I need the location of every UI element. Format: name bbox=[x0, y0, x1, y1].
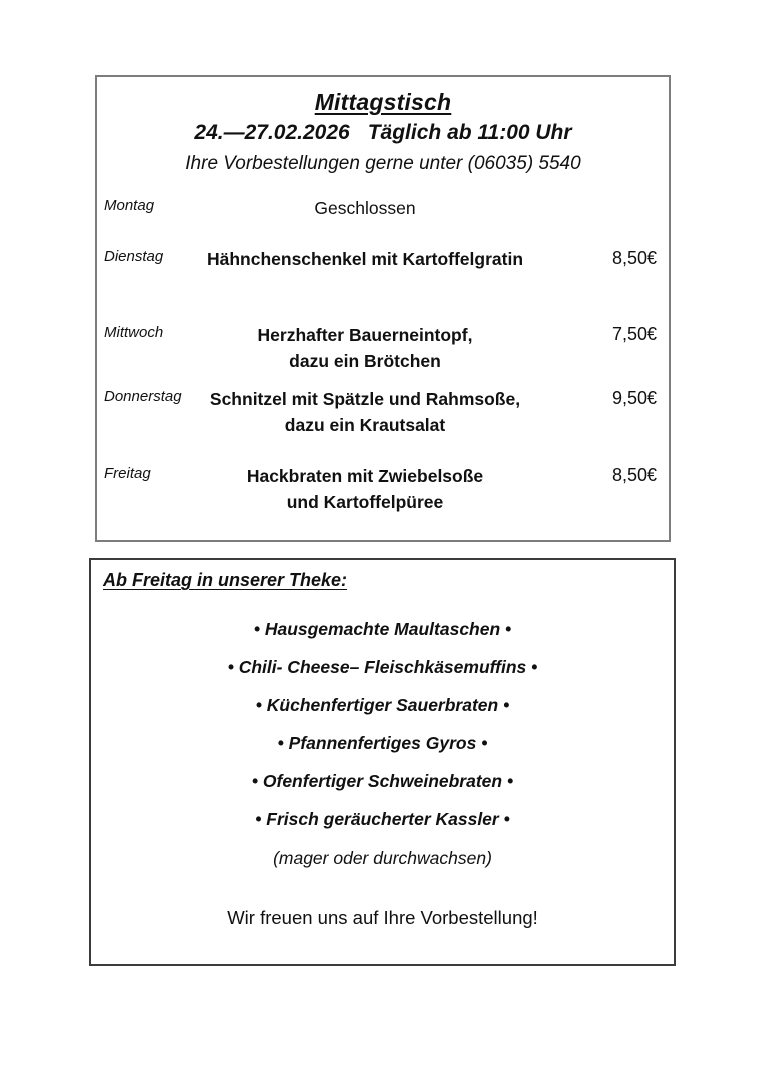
dish-line: dazu ein Brötchen bbox=[289, 351, 441, 371]
menu-row-freitag bbox=[103, 463, 663, 515]
menu-title-text: Mittagstisch bbox=[314, 89, 452, 115]
dish-price: 8,50€ bbox=[611, 248, 657, 268]
dish-line: Hackbraten mit Zwiebelsoße bbox=[246, 466, 484, 486]
menu-dates-line bbox=[103, 119, 663, 147]
dish-name bbox=[197, 463, 533, 515]
dish-line: Geschlossen bbox=[314, 198, 416, 218]
day-label: Mittwoch bbox=[104, 324, 164, 341]
dish-name bbox=[197, 386, 533, 438]
menu-row-montag bbox=[103, 195, 663, 221]
dish-line: und Kartoffelpüree bbox=[286, 492, 444, 512]
weekly-menu-box bbox=[95, 75, 671, 542]
counter-item: • Pfannenfertiges Gyros • bbox=[277, 733, 488, 753]
counter-item: • Hausgemachte Maultaschen • bbox=[253, 619, 512, 639]
counter-item: • Ofenfertiger Schweinebraten • bbox=[251, 771, 514, 791]
menu-rows bbox=[103, 195, 663, 515]
menu-row-donnerstag bbox=[103, 386, 663, 438]
dish-line: Hähnchenschenkel mit Kartoffelgratin bbox=[206, 249, 524, 269]
counter-offers-box bbox=[89, 558, 676, 966]
counter-item: • Frisch geräucherter Kassler • bbox=[255, 809, 510, 829]
menu-date-range: 24.—27.02.2026 bbox=[194, 121, 350, 144]
day-label: Donnerstag bbox=[104, 388, 182, 405]
day-label: Freitag bbox=[104, 465, 151, 482]
dish-price: 9,50€ bbox=[611, 388, 657, 408]
dish-line: Herzhafter Bauerneintopf, bbox=[257, 325, 473, 345]
dish-line: dazu ein Krautsalat bbox=[284, 415, 446, 435]
counter-item: • Küchenfertiger Sauerbraten • bbox=[255, 695, 510, 715]
menu-preorder-line: Ihre Vorbestellungen gerne unter (06035) 5540 bbox=[185, 153, 581, 174]
dish-line: Schnitzel mit Spätzle und Rahmsoße, bbox=[209, 389, 521, 409]
counter-heading: Ab Freitag in unserer Theke: bbox=[103, 570, 348, 590]
dish-name bbox=[197, 195, 533, 221]
counter-note: (mager oder durchwachsen) bbox=[273, 848, 492, 868]
dish-name bbox=[197, 246, 533, 272]
day-label: Montag bbox=[104, 197, 155, 214]
menu-title bbox=[103, 87, 663, 117]
counter-item: • Chili- Cheese– Fleischkäsemuffins • bbox=[227, 657, 538, 677]
dish-price: 8,50€ bbox=[611, 465, 657, 485]
counter-closing-line: Wir freuen uns auf Ihre Vorbestellung! bbox=[227, 907, 538, 928]
dish-name bbox=[197, 322, 533, 374]
day-label: Dienstag bbox=[104, 248, 164, 265]
menu-row-dienstag bbox=[103, 246, 663, 272]
menu-row-mittwoch bbox=[103, 322, 663, 374]
menu-daily-from: Täglich ab 11:00 Uhr bbox=[367, 121, 572, 144]
dish-price: 7,50€ bbox=[611, 324, 657, 344]
counter-item-list bbox=[101, 618, 664, 831]
